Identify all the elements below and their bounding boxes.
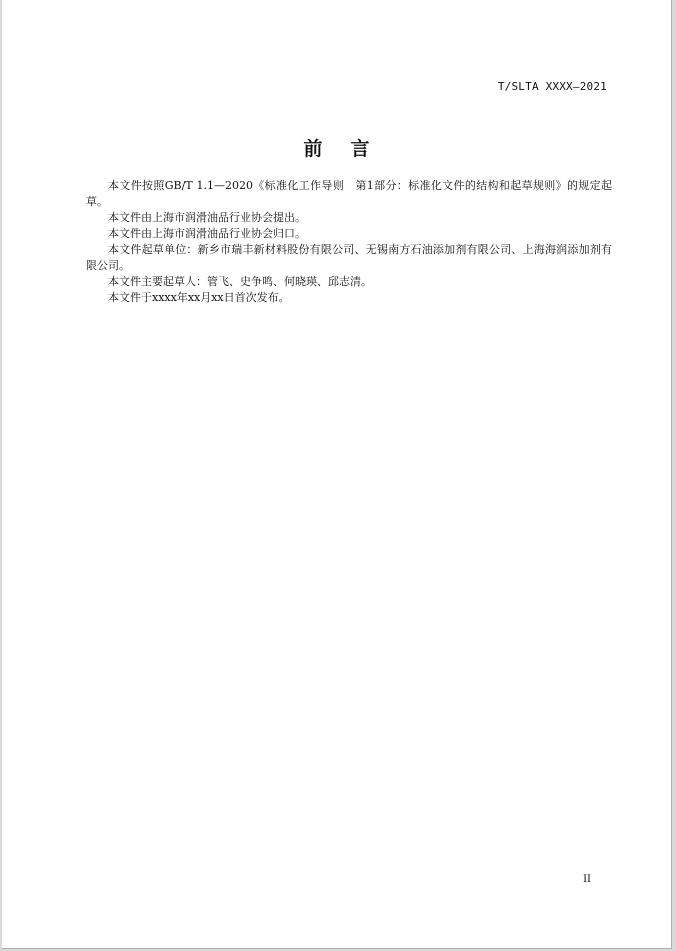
paragraph-proposer: 本文件由上海市润滑油品行业协会提出。: [108, 211, 306, 224]
page-title: 前言: [303, 138, 398, 160]
paragraph-administrator: 本文件由上海市润滑油品行业协会归口。: [108, 227, 306, 240]
paragraph-drafting-rules: 本文件按照GB/T 1.1—2020《标准化工作导则 第1部分：标准化文件的结构和起草规则》的规定起草。: [86, 179, 612, 208]
foreword-body: [86, 178, 612, 306]
page-number: II: [583, 874, 591, 885]
document-code: T/SLTA XXXX—2021: [497, 80, 607, 93]
paragraph-first-release: 本文件于xxxx年xx月xx日首次发布。: [108, 291, 290, 304]
document-page: [2, 0, 672, 949]
paragraph-drafting-units: 本文件起草单位：新乡市瑞丰新材料股份有限公司、无锡南方石油添加剂有限公司、上海海润添加剂有限公司。: [86, 243, 612, 272]
paragraph-drafters: 本文件主要起草人：管飞、史争鸣、何晓瑛、邱志清。: [108, 275, 372, 288]
